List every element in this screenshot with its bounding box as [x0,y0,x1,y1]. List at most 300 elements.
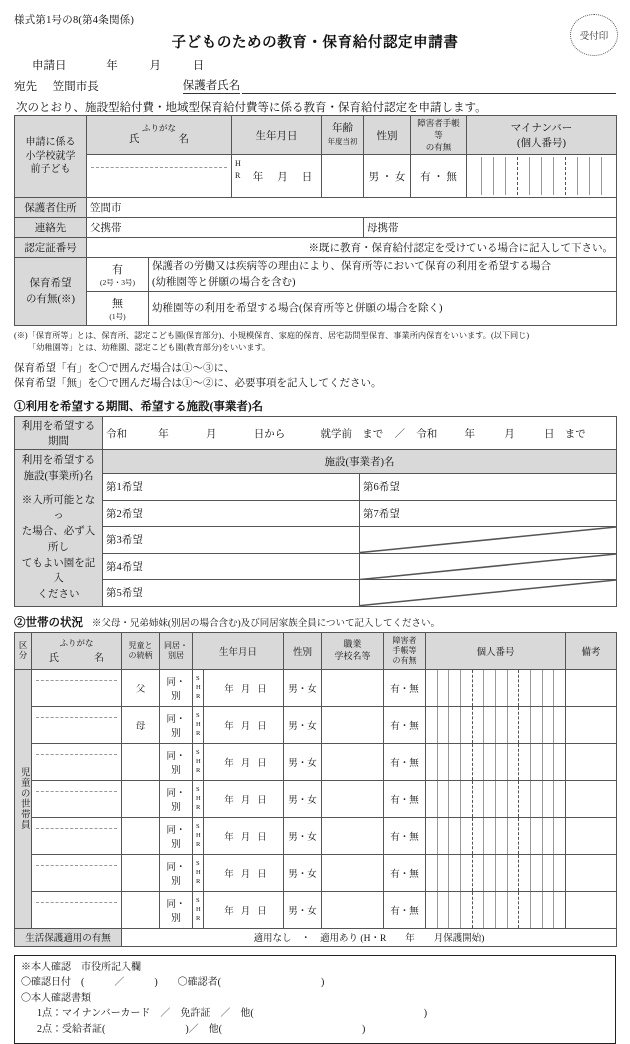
child-age-input[interactable] [322,155,364,198]
application-date-label: 申請日 [32,60,67,72]
era-s-7: S [196,896,200,904]
footnotes [14,330,616,355]
wish-6-input[interactable]: 第6希望 [360,473,617,500]
section1-wish-row-5 [15,580,617,607]
header-household-gender: 性別 [284,632,322,669]
household-furigana-dash-2 [36,717,117,718]
era-h-3: H [196,758,201,766]
mynumber-cell-11[interactable] [590,157,602,195]
household-remarks-1[interactable] [566,669,617,706]
childcare-wish-option-yes[interactable] [87,258,149,292]
section2-title [14,614,616,630]
period-until-2: まで [564,428,586,440]
mynumber-cell-6[interactable] [530,157,542,195]
diagonal-strike-icon-2 [360,554,616,580]
household-living-4[interactable]: 同・別 [160,780,193,817]
wish-3-input[interactable]: 第3希望 [103,527,360,554]
wish-1-input[interactable]: 第1希望 [103,473,360,500]
hh-y-5: 年 [224,832,234,843]
period-slash: ／ [394,428,405,440]
header-living-line2: 別居 [168,650,184,660]
applicant-child-table [14,115,617,258]
household-disability-2[interactable]: 有・無 [384,706,426,743]
period-until-1: まで [362,428,384,440]
child-row-label-line3: 前子ども [30,164,71,176]
mynumber-cell-7[interactable] [542,157,554,195]
receipt-stamp-icon [570,14,618,56]
household-name-input-5[interactable] [32,817,122,854]
table-row [15,854,617,891]
period-era-1: 令和 [106,428,127,440]
facility-label-line-6: てもよい園を記入 [21,557,96,585]
era-s-4: S [196,785,200,793]
section2-header-row [15,632,617,669]
child-mynumber-input[interactable] [467,155,617,198]
hh-y-3: 年 [224,758,234,769]
era-r-3: R [196,767,201,775]
header-household-mynumber: 個人番号 [426,632,566,669]
era-h-5: H [196,832,201,840]
household-relation-7[interactable] [122,891,160,928]
household-mynumber-5[interactable] [426,817,566,854]
section1-wish-row-1 [15,473,617,500]
footnote-line-1: (※)「保育所等」とは、保育所、認定こども園(保育部分)、小規模保育、家庭的保育、居宅訪問型保育、事業所内保育をいいます。(以下同じ) [14,331,530,340]
child-table-value-row [15,155,617,198]
hh-y-6: 年 [224,869,234,880]
household-era-5 [193,817,204,854]
household-remarks-2[interactable] [566,706,617,743]
addressee-row [14,77,616,94]
period-day-from: 日から [253,428,286,440]
header-name: 氏 名 [129,133,195,145]
childcare-wish-no-sub: (1号) [109,312,126,321]
footnote-line-2: 「幼稚園等」とは、幼稚園、認定こども園(教育部分)をいいます。 [28,343,271,353]
household-gender-2[interactable]: 男・女 [284,706,322,743]
era-h-7: H [196,906,201,914]
header-living-line1: 同居・ [164,640,188,650]
era-r-1: R [196,693,201,701]
facility-label-line-7: ください [37,589,80,601]
facility-label-line-5: た場合、必ず入所し [21,526,96,553]
household-remarks-6[interactable] [566,854,617,891]
header-relation [122,632,160,669]
child-disability-options[interactable]: 有 ・ 無 [411,155,467,198]
application-date-day-unit[interactable]: 日 [192,60,205,72]
household-name-input-2[interactable] [32,706,122,743]
hh-m-2: 月 [240,721,251,732]
welfare-value[interactable]: 適用なし ・ 適用あり (H・R 年 月保護開始) [122,928,617,946]
header-occupation-line2: 学校名等 [334,650,371,661]
household-name-input-6[interactable] [32,854,122,891]
header-child-age [322,116,364,155]
section2-title-main: ②世帯の状況 [14,616,83,629]
identity-confirmation-box [14,955,616,1044]
household-occupation-1[interactable] [322,669,384,706]
mynumber-cell-8[interactable] [554,157,566,195]
mynumber-grid[interactable] [470,157,613,195]
wish-blank-cell-1 [360,527,617,554]
wish-blank-cell-2 [360,553,617,580]
household-furigana-dash-6 [36,865,117,866]
hh-d-6: 日 [257,869,267,880]
household-category-cell [15,669,32,928]
section1-period-row [15,417,617,450]
household-era-1 [193,669,204,706]
household-relation-5[interactable] [122,817,160,854]
child-row-label-line2: 小学校就学 [25,150,76,162]
period-month-2: 月 [504,428,515,440]
header-relation-line2: の続柄 [128,650,153,660]
child-table-header-row [15,116,617,155]
header-disability-main: 障害者手帳等 [417,118,460,140]
household-occupation-6[interactable] [322,854,384,891]
guardian-name-input-line[interactable] [242,79,616,94]
section1-title: ①利用を希望する期間、希望する施設(事業者)名 [14,401,264,414]
household-living-1[interactable]: 同・別 [160,669,193,706]
childcare-wish-yes-description [149,258,617,292]
header-age-sub: 年度当初 [327,136,358,146]
confirm-line-1: ※本人確認 市役所記入欄 [21,961,141,973]
hh-m-4: 月 [240,795,251,806]
confirm-line-5[interactable]: 2点：受給者証( )／ 他( ) [37,1023,366,1035]
guardian-address-input[interactable]: 笠間市 [87,198,617,218]
header-category: 区 分 [15,632,32,669]
household-dob-6[interactable] [204,854,284,891]
household-disability-3[interactable]: 有・無 [384,743,426,780]
table-row [15,743,617,780]
household-gender-7[interactable]: 男・女 [284,891,322,928]
father-mobile-input[interactable]: 父携帯 [87,218,364,238]
guardian-name-field[interactable] [183,77,616,94]
household-era-4 [193,780,204,817]
period-year-2: 年 [464,428,475,440]
child-row-label [15,116,87,198]
household-furigana-dash-1 [36,680,117,681]
hh-d-1: 日 [257,684,267,695]
lead-sentence: 次のとおり、施設型給付費・地域型保育給付費等に係る教育・保育給付認定を申請します。 [16,102,487,114]
household-era-7 [193,891,204,928]
period-era-2: 令和 [416,428,438,440]
household-living-5[interactable]: 同・別 [160,817,193,854]
child-dob-era-r: R [235,171,241,180]
household-name-input-3[interactable] [32,743,122,780]
header-household-name-main: 氏 名 [49,653,109,665]
section1-facility-label [15,450,103,607]
mynumber-cell-5[interactable] [518,157,530,195]
household-occupation-5[interactable] [322,817,384,854]
household-remarks-7[interactable] [566,891,617,928]
household-name-input-1[interactable] [32,669,122,706]
era-r-5: R [196,841,201,849]
mynumber-cell-9[interactable] [566,157,578,195]
childcare-wish-no-description [149,292,617,326]
child-name-input[interactable] [87,155,232,198]
guardian-name-label: 保護者氏名 [183,77,241,94]
confirm-line-2[interactable]: 〇確認日付 ( ／ ) 〇確認者( ) [21,977,325,989]
era-s-3: S [196,748,200,756]
section2-household-table [14,632,617,947]
form-number: 様式第1号の8(第4条関係) [14,15,135,26]
household-mynumber-2[interactable] [426,706,566,743]
hh-y-7: 年 [224,906,234,917]
facility-label-line-2: 施設(事業所)名 [23,470,94,482]
child-dob-era-h: H [235,159,241,168]
hh-d-7: 日 [257,906,267,917]
header-furigana: ふりがな [141,123,176,134]
mynumber-cell-3[interactable] [494,157,506,195]
household-furigana-dash-5 [36,828,117,829]
diagonal-strike-icon-3 [360,580,616,606]
table-row [15,817,617,854]
header-relation-line1: 児童と [128,640,153,650]
era-h-2: H [196,721,201,729]
child-dob-input[interactable] [232,155,322,198]
header-household-dob: 生年月日 [193,632,284,669]
header-mynumber-main: マイナンバー [510,123,573,134]
household-disability-4[interactable]: 有・無 [384,780,426,817]
table-row [15,669,617,706]
child-row-label-line1: 申請に係る [25,137,76,149]
addressee-label: 宛先 [14,81,37,93]
hh-y-4: 年 [224,795,234,806]
section1-period-label: 利用を希望する期間 [15,417,103,450]
household-dob-2[interactable] [204,706,284,743]
childcare-wish-label [15,258,87,326]
household-category-vertical-label: 児童の世帯員 [18,767,29,831]
mynumber-cell-4[interactable] [506,157,518,195]
header-hh-disability-line2: 手帳等 [392,645,417,655]
childcare-wish-label-line2: の有無(※) [26,293,75,305]
section1-wish-row-2 [15,500,617,527]
hh-d-5: 日 [257,832,267,843]
period-preschool[interactable]: 就学前 [320,428,352,440]
period-year-1: 年 [158,428,169,440]
application-date-month-unit[interactable]: 月 [149,60,161,72]
wish-blank-cell-3 [360,580,617,607]
table-row [15,780,617,817]
header-disability-sub: の有無 [425,142,452,152]
childcare-wish-row-yes [15,258,617,292]
era-s-1: S [196,674,200,682]
certificate-number-note[interactable]: ※既に教育・保育給付認定を受けている場合に記入して下さい。 [87,238,617,258]
section1-table [14,416,617,607]
household-mynumber-6[interactable] [426,854,566,891]
header-child-disability [411,116,467,155]
household-remarks-4[interactable] [566,780,617,817]
household-relation-4[interactable] [122,780,160,817]
household-relation-6[interactable] [122,854,160,891]
facility-label-line-4: ※入所可能となっ [21,494,96,522]
household-era-2 [193,706,204,743]
childcare-wish-yes-desc-line1: 保護者の労働又は疾病等の理由により、保育所等において保育の利用を希望する場合 [152,261,551,273]
table-row [15,891,617,928]
header-hh-disability-line1: 障害者 [392,635,417,645]
header-household-disability [384,632,426,669]
era-r-7: R [196,915,201,923]
section1-wish-row-4 [15,553,617,580]
child-dob-day-unit: 日 [301,171,313,183]
period-month-1: 月 [206,428,217,440]
era-r-6: R [196,878,201,886]
contact-row [15,218,617,238]
household-furigana-dash-4 [36,791,117,792]
header-child-name [87,116,232,155]
household-relation-1[interactable]: 父 [122,669,160,706]
household-gender-3[interactable]: 男・女 [284,743,322,780]
household-remarks-5[interactable] [566,817,617,854]
household-mynumber-1[interactable] [426,669,566,706]
household-remarks-3[interactable] [566,743,617,780]
household-dob-5[interactable] [204,817,284,854]
header-occupation-line1: 職業 [343,639,362,650]
welfare-label: 生活保護適用の有無 [15,928,122,946]
childcare-wish-yes-mark: 有 [112,264,123,276]
child-gender-options[interactable]: 男 ・ 女 [364,155,411,198]
addressee-block [14,78,99,94]
hh-d-3: 日 [257,758,267,769]
household-dob-3[interactable] [204,743,284,780]
childcare-wish-yes-sub: (2号・3号) [100,278,135,287]
child-dob-era [235,158,241,182]
era-s-5: S [196,822,200,830]
household-living-2[interactable]: 同・別 [160,706,193,743]
section1-facility-header-row [15,450,617,474]
household-occupation-3[interactable] [322,743,384,780]
era-h-1: H [196,684,201,692]
wish-2-input[interactable]: 第2希望 [103,500,360,527]
hh-d-2: 日 [257,721,267,732]
hh-m-7: 月 [240,906,251,917]
mynumber-cell-10[interactable] [578,157,590,195]
household-living-3[interactable]: 同・別 [160,743,193,780]
household-relation-3[interactable] [122,743,160,780]
household-occupation-7[interactable] [322,891,384,928]
form-header [0,0,630,115]
welfare-row [15,928,617,946]
household-disability-6[interactable]: 有・無 [384,854,426,891]
era-s-6: S [196,859,200,867]
hh-m-5: 月 [240,832,251,843]
hh-m-6: 月 [240,869,251,880]
childcare-wish-no-mark: 無 [112,298,123,310]
header-age-main: 年齢 [332,123,353,135]
guardian-address-row [15,198,617,218]
household-mynumber-4[interactable] [426,780,566,817]
household-living-6[interactable]: 同・別 [160,854,193,891]
facility-label-line-1: 利用を希望する [21,455,96,467]
era-h-6: H [196,869,201,877]
childcare-wish-yes-desc-line2: (幼稚園等と併願の場合を含む) [152,276,296,288]
household-living-7[interactable]: 同・別 [160,891,193,928]
table-row [15,706,617,743]
era-r-2: R [196,730,201,738]
section1-period-input[interactable] [103,417,617,450]
contact-label: 連絡先 [15,218,87,238]
header-remarks: 備考 [566,632,617,669]
confirm-line-4[interactable]: 1点：マイナンバーカード ／ 免許証 ／ 他( ) [37,1008,428,1020]
household-mynumber-3[interactable] [426,743,566,780]
header-child-gender: 性別 [364,116,411,155]
mother-mobile-input[interactable]: 母携帯 [364,218,617,238]
household-disability-1[interactable]: 有・無 [384,669,426,706]
page-title: 子どものための教育・保育給付認定申請書 [171,35,459,51]
guardian-address-label: 保護者住所 [15,198,87,218]
household-disability-7[interactable]: 有・無 [384,891,426,928]
wish-4-input[interactable]: 第4希望 [103,553,360,580]
hh-m-1: 月 [240,684,251,695]
household-gender-1[interactable]: 男・女 [284,669,322,706]
header-household-furigana: ふりがな [59,638,94,649]
household-dob-1[interactable] [204,669,284,706]
wish-5-input[interactable]: 第5希望 [103,580,360,607]
receipt-stamp-label: 受付印 [579,32,609,42]
diagonal-strike-icon-1 [360,527,616,553]
application-date-row [14,57,616,73]
household-era-3 [193,743,204,780]
era-s-2: S [196,711,200,719]
era-h-4: H [196,795,201,803]
household-name-input-4[interactable] [32,780,122,817]
instructions [14,361,616,391]
era-r-4: R [196,804,201,812]
header-child-mynumber [467,116,617,155]
header-living [160,632,193,669]
household-disability-5[interactable]: 有・無 [384,817,426,854]
header-child-dob: 生年月日 [232,116,322,155]
household-gender-5[interactable]: 男・女 [284,817,322,854]
section2-title-sub: ※父母・兄弟姉妹(別居の場合含む)及び同居家族全員について記入してください。 [91,618,441,629]
childcare-wish-no-desc-line1: 幼稚園等の利用を希望する場合(保育所等と併願の場合を除く) [152,302,443,314]
furigana-dashed-line [91,167,227,168]
hh-m-3: 月 [240,758,251,769]
household-gender-4[interactable]: 男・女 [284,780,322,817]
mynumber-cell-12[interactable] [602,157,613,195]
household-occupation-4[interactable] [322,780,384,817]
header-mynumber-sub: (個人番号) [517,138,566,149]
household-gender-6[interactable]: 男・女 [284,854,322,891]
instruction-line-1: 保育希望「有」を〇で囲んだ場合は①～③に、 [14,362,235,374]
child-dob-month-unit: 月 [277,171,288,183]
hh-y-2: 年 [224,721,234,732]
hh-d-4: 日 [257,795,267,806]
household-occupation-2[interactable] [322,706,384,743]
household-mynumber-7[interactable] [426,891,566,928]
confirm-line-3: 〇本人確認書類 [21,992,91,1004]
household-dob-7[interactable] [204,891,284,928]
child-dob-year-unit: 年 [252,171,264,183]
application-date-year-unit[interactable]: 年 [106,60,118,72]
household-era-6 [193,854,204,891]
child-dob-units [235,169,318,184]
childcare-wish-row-no [15,292,617,326]
mynumber-cell-1[interactable] [470,157,482,195]
household-furigana-dash-3 [36,754,117,755]
wish-7-input[interactable]: 第7希望 [360,500,617,527]
certificate-number-label: 認定証番号 [15,238,87,258]
addressee-value: 笠間市長 [52,81,99,93]
hh-y-1: 年 [224,684,234,695]
mynumber-cell-2[interactable] [482,157,494,195]
header-occupation [322,632,384,669]
household-dob-4[interactable] [204,780,284,817]
header-hh-disability-line3: の有無 [392,655,417,665]
period-day-2: 日 [544,428,555,440]
section1-facility-header: 施設(事業者)名 [103,450,617,474]
childcare-wish-option-no[interactable] [87,292,149,326]
childcare-wish-label-line1: 保育希望 [29,277,72,289]
household-relation-2[interactable]: 母 [122,706,160,743]
household-name-input-7[interactable] [32,891,122,928]
